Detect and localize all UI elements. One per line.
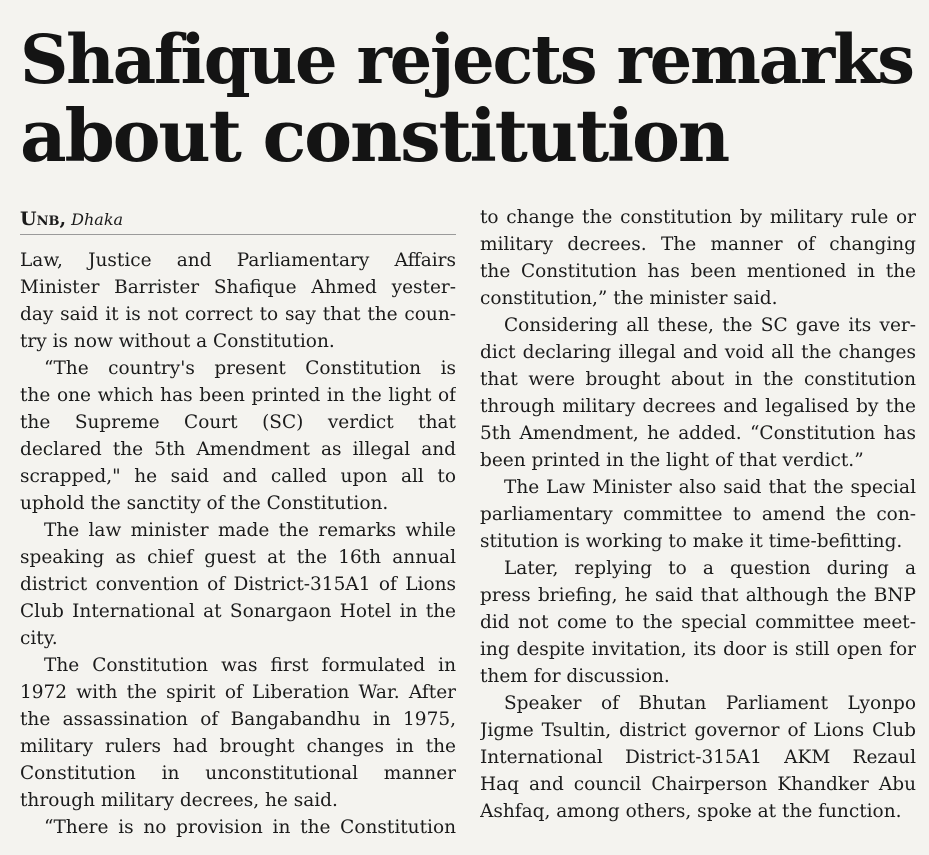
article-line: parliamentary committee to amend the con- <box>480 504 916 525</box>
article-line: International District-315A1 AKM Rezaul <box>480 747 916 768</box>
article-line: that were brought about in the constitution <box>480 369 916 390</box>
article-body-right <box>480 204 916 825</box>
byline-place: Dhaka <box>71 210 124 229</box>
article-line: the assassination of Bangabandhu in 1975, <box>20 709 456 730</box>
article-line: been printed in the light of that verdict.” <box>480 450 864 471</box>
article-line: district convention of District-315A1 of Lions <box>20 574 456 595</box>
article-column-right <box>480 204 916 825</box>
article-line: The law minister made the remarks while <box>44 520 456 541</box>
article-line: them for discussion. <box>480 666 670 687</box>
article-line: uphold the sanctity of the Constitution. <box>20 493 389 514</box>
article-line: Speaker of Bhutan Parliament Lyonpo <box>504 693 916 714</box>
article-line: Law, Justice and Parliamentary Affairs <box>20 250 456 271</box>
article-line: The Law Minister also said that the special <box>504 477 916 498</box>
article-line: the Constitution has been mentioned in the <box>480 261 916 282</box>
article-line: through military decrees and legalised by the <box>480 396 916 417</box>
article-column-left <box>20 204 456 841</box>
headline <box>20 20 920 178</box>
article-line: declared the 5th Amendment as illegal and <box>20 439 456 460</box>
article-line: did not come to the special committee meet- <box>480 612 916 633</box>
article-line: 1972 with the spirit of Liberation War. After <box>20 682 456 703</box>
article-line: Club International at Sonargaon Hotel in the <box>20 601 456 622</box>
article-line: ing despite invitation, its door is still open for <box>480 639 916 660</box>
article-line: scrapped," he said and called upon all to <box>20 466 456 487</box>
byline-agency: Unb, <box>20 208 67 230</box>
article-line: day said it is not correct to say that the coun- <box>20 304 456 325</box>
headline-line-1: Shafique rejects remarks <box>20 20 913 99</box>
article-line: try is now without a Constitution. <box>20 331 335 352</box>
article-line: Ashfaq, among others, spoke at the function. <box>480 801 902 822</box>
article-line: the one which has been printed in the light of <box>20 385 456 406</box>
article-line: Later, replying to a question during a <box>504 558 916 579</box>
article-line: constitution,” the minister said. <box>480 288 778 309</box>
article-line: The Constitution was first formulated in <box>44 655 456 676</box>
article-line: Haq and council Chairperson Khandker Abu <box>480 774 916 795</box>
article-line: dict declaring illegal and void all the changes <box>480 342 916 363</box>
article-line: the Supreme Court (SC) verdict that <box>20 412 456 433</box>
article-line: “There is no provision in the Constitution <box>44 817 456 838</box>
article-line: stitution is working to make it time-befitting. <box>480 531 903 552</box>
article-line: Considering all these, the SC gave its ver- <box>504 315 916 336</box>
article-line: Constitution in unconstitutional manner <box>20 763 456 784</box>
byline <box>20 204 456 235</box>
article-line: to change the constitution by military rule or <box>480 207 916 228</box>
article-line: press briefing, he said that although the BNP <box>480 585 916 606</box>
article-line: Minister Barrister Shafique Ahmed yester- <box>20 277 456 298</box>
article-line: 5th Amendment, he added. “Constitution has <box>480 423 916 444</box>
article-line: through military decrees, he said. <box>20 790 338 811</box>
article-line: military decrees. The manner of changing <box>480 234 916 255</box>
article-line: “The country's present Constitution is <box>44 358 456 379</box>
article-line: city. <box>20 628 58 649</box>
article-line: military rulers had brought changes in the <box>20 736 456 757</box>
article-line: speaking as chief guest at the 16th annual <box>20 547 456 568</box>
headline-line-2: about constitution <box>20 93 729 178</box>
article-body-left <box>20 247 456 841</box>
article-line: Jigme Tsultin, district governor of Lions Club <box>480 720 916 741</box>
